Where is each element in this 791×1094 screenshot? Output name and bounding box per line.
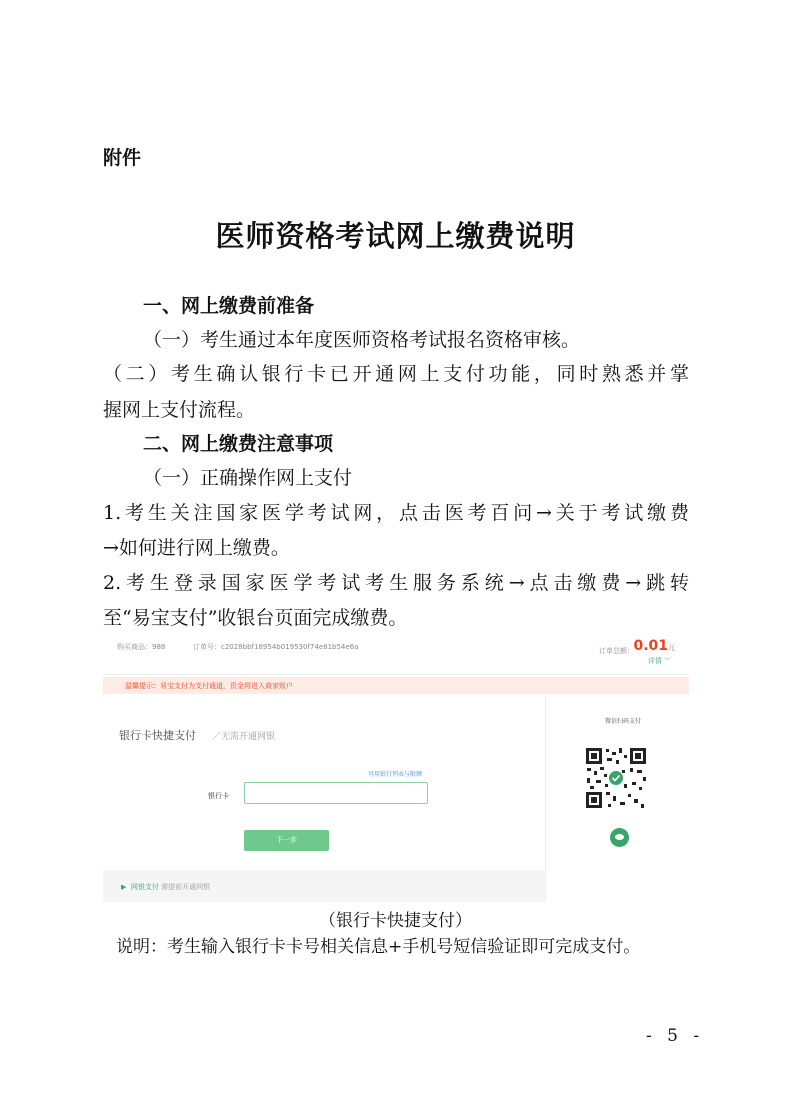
section1-item2-line2: 握网上支付流程。 [103,399,256,421]
figure-caption: （银行卡快捷支付） [319,911,472,931]
card-label: 银行卡 [208,792,229,800]
order-amount: 0.01元 [633,638,675,654]
wechat-icon [610,828,629,847]
netbank-row[interactable] [103,870,545,902]
step2-line1: 2.考生登录国家医学考试考生服务系统→点击缴费→跳转 [103,572,689,594]
payment-screenshot [103,630,689,902]
order-total-label: 订单总额： [599,647,634,655]
quick-pay-title: 银行卡快捷支付 [119,729,196,742]
netbank-label: ▶ 网银支付 需提前开通网银 [121,883,211,891]
page-number: - 5 - [646,1026,705,1046]
next-button[interactable]: 下一步 [244,830,329,851]
section1-item1: （一）考生通过本年度医师资格考试报名资格审核。 [143,329,581,351]
detail-link[interactable]: 详情 ﹀ [647,657,671,665]
order-number: 订单号：c2028bbf18954b019530f74e81b54e6a [193,643,359,651]
card-number-input[interactable] [244,782,428,804]
order-header [103,630,689,675]
attachment-label: 附件 [103,147,142,169]
section1-heading: 一、网上缴费前准备 [143,295,315,317]
section1-item2-line1: （二）考生确认银行卡已开通网上支付功能，同时熟悉并掌 [103,363,689,385]
bank-list-link[interactable]: 可用银行列表与限额 [368,771,423,778]
step1-line2: →如何进行网上缴费。 [103,537,290,559]
section2-subheading: （一）正确操作网上支付 [143,467,353,489]
quick-pay-subtitle: ／无需开通网银 [212,732,276,742]
notice-text: 温馨提示：易宝支付为支付通道，资金将进入商家账户 [125,682,293,690]
document-title: 医师资格考试网上缴费说明 [215,219,576,253]
step1-line1: 1.考生关注国家医学考试网，点击医考百问→关于考试缴费 [103,502,689,524]
qr-code-icon[interactable] [582,744,650,812]
section2-heading: 二、网上缴费注意事项 [143,433,334,455]
quick-pay-panel [103,696,546,902]
step2-line2: 至“易宝支付”收银台页面完成缴费。 [103,607,408,629]
goods-text: 购买商品：988 [117,643,166,651]
note-text: 说明：考生输入银行卡卡号相关信息+手机号短信验证即可完成支付。 [116,937,641,957]
wechat-pay-label: 微信扫码支付 [605,718,642,725]
notice-bar [103,677,689,694]
